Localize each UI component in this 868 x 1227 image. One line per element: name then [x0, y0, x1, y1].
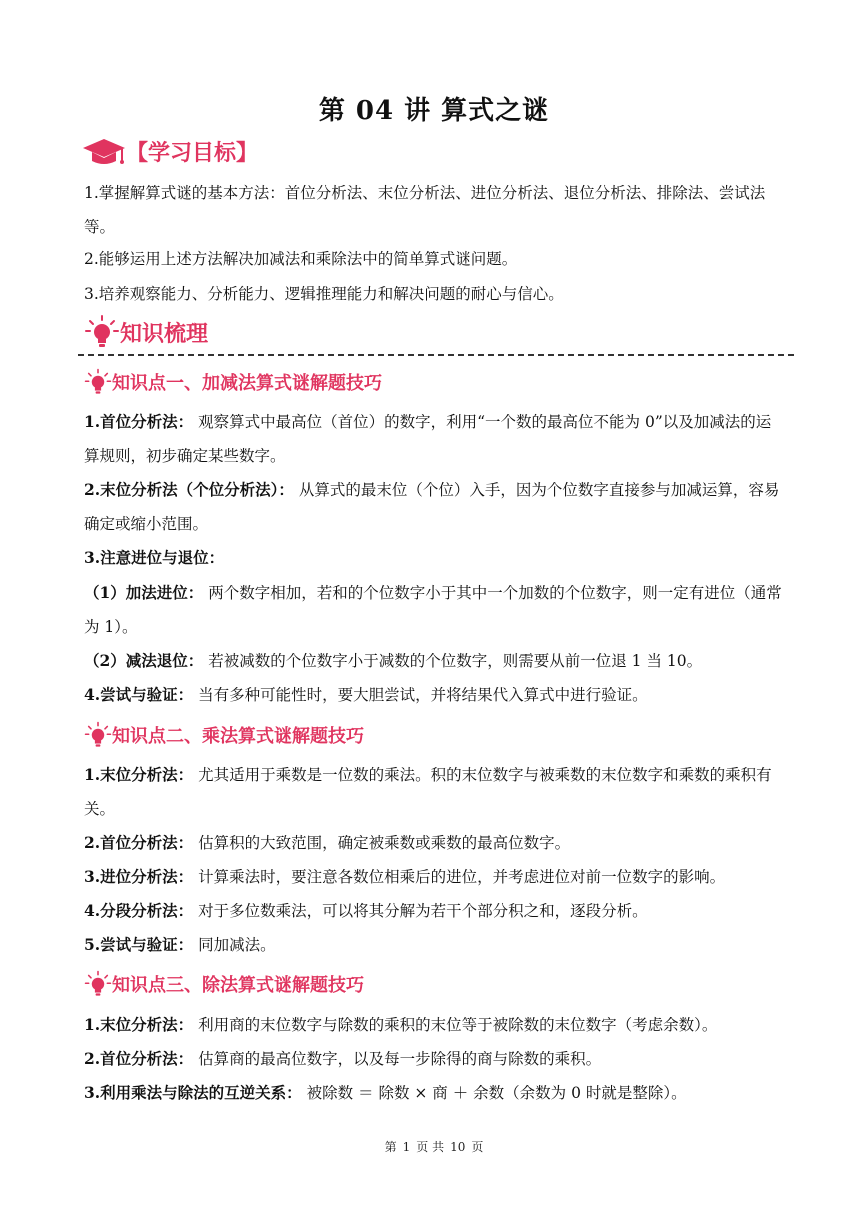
page-title: 第 04 讲 算式之谜: [318, 96, 550, 126]
lightbulb-icon: [84, 314, 120, 350]
knowledge-heading: [84, 314, 208, 350]
point1-item: （2）减法退位： 若被减数的个位数字小于减数的个位数字，则需要从前一位退 1 当 10。: [84, 651, 703, 670]
objectives-heading: [82, 136, 258, 167]
objective-item: 1.掌握解算式谜的基本方法：首位分析法、末位分析法、进位分析法、退位分析法、排除法、尝试法等。: [84, 184, 766, 236]
point2-item: 1.末位分析法： 尤其适用于乘数是一位数的乘法。积的末位数字与被乘数的末位数字和乘数的乘积有关。: [84, 765, 772, 818]
point3-heading-text: 知识点三、除法算式谜解题技巧: [112, 975, 364, 996]
section-divider: [78, 354, 794, 356]
point2-heading: [84, 721, 364, 749]
point1-item: 4.尝试与验证： 当有多种可能性时，要大胆尝试，并将结果代入算式中进行验证。: [84, 685, 648, 704]
objectives-heading-text: 【学习目标】: [126, 141, 259, 166]
point3-heading: [84, 970, 364, 998]
point3-item: 1.末位分析法： 利用商的末位数字与除数的乘积的末位等于被除数的末位数字（考虑余数）。: [84, 1015, 718, 1034]
point1-item: （1）加法进位： 两个数字相加，若和的个位数字小于其中一个加数的个位数字，则一定有进位（通常为 1）。: [84, 583, 782, 636]
footer-page-number: 1: [402, 1140, 411, 1154]
point2-item: 5.尝试与验证： 同加减法。: [84, 935, 276, 954]
point2-item: 4.分段分析法： 对于多位数乘法，可以将其分解为若干个部分积之和，逐段分析。: [84, 901, 648, 920]
point1-heading: [84, 368, 382, 396]
point2-item: 2.首位分析法： 估算积的大致范围，确定被乘数或乘数的最高位数字。: [84, 833, 571, 852]
footer-prefix: 第: [384, 1140, 397, 1154]
point1-heading-text: 知识点一、加减法算式谜解题技巧: [112, 373, 382, 394]
point1-item: 1.首位分析法： 观察算式中最高位（首位）的数字，利用“一个数的最高位不能为 0”以及加减法的运算规则，初步确定某些数字。: [84, 412, 772, 465]
point3-item: 2.首位分析法： 估算商的最高位数字，以及每一步除得的商与除数的乘积。: [84, 1049, 602, 1068]
footer-suffix: 页: [471, 1140, 484, 1154]
page-footer: [0, 1138, 868, 1155]
point3-item: 3.利用乘法与除法的互逆关系： 被除数 ＝ 除数 × 商 ＋ 余数（余数为 0 时就是整除）。: [84, 1083, 687, 1102]
lightbulb-icon: [84, 721, 112, 749]
lightbulb-icon: [84, 368, 112, 396]
point2-item: 3.进位分析法： 计算乘法时，要注意各数位相乘后的进位，并考虑进位对前一位数字的影响。: [84, 867, 726, 886]
graduation-cap-icon: [82, 137, 126, 167]
point1-item: 3.注意进位与退位：: [84, 548, 225, 567]
footer-total-pages: 10: [450, 1140, 466, 1154]
objective-item: 3.培养观察能力、分析能力、逻辑推理能力和解决问题的耐心与信心。: [84, 285, 564, 303]
footer-middle: 页 共: [416, 1140, 445, 1154]
point1-item: 2.末位分析法（个位分析法）： 从算式的最末位（个位）入手，因为个位数字直接参与加减运算，容易确定或缩小范围。: [84, 480, 780, 533]
lightbulb-icon: [84, 970, 112, 998]
knowledge-heading-text: 知识梳理: [120, 321, 209, 347]
objective-item: 2.能够运用上述方法解决加减法和乘除法中的简单算式谜问题。: [84, 250, 518, 268]
point2-heading-text: 知识点二、乘法算式谜解题技巧: [112, 726, 364, 747]
